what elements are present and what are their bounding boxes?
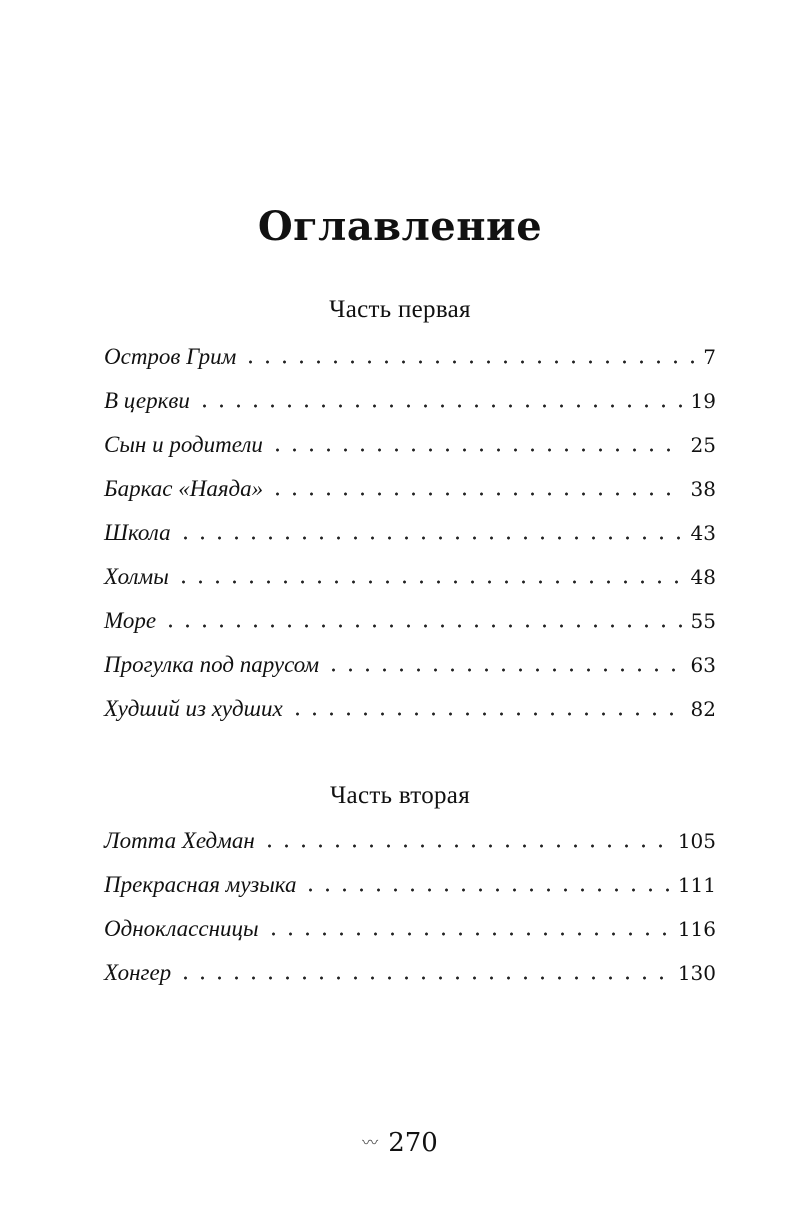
toc-entry bbox=[104, 342, 716, 386]
toc-entry-title: Сын и родители bbox=[104, 432, 263, 457]
toc-entry-page-number: 7 bbox=[703, 345, 716, 369]
dot-leader bbox=[162, 608, 683, 630]
toc-entry-title: В церкви bbox=[104, 388, 190, 413]
toc-entry-page-number: 116 bbox=[677, 917, 716, 941]
toc-entry bbox=[104, 386, 716, 430]
toc-entry-title: Баркас «Наяда» bbox=[104, 476, 264, 501]
toc-entry bbox=[104, 650, 716, 694]
toc-entry-page-number: 43 bbox=[690, 521, 716, 545]
page-number: 270 bbox=[388, 1128, 438, 1158]
dot-leader bbox=[269, 432, 683, 454]
toc-list-part-2 bbox=[104, 826, 716, 1002]
toc-entry bbox=[104, 518, 716, 562]
toc-entry bbox=[104, 606, 716, 650]
dot-leader bbox=[269, 476, 682, 498]
toc-entry-title: Прогулка под парусом bbox=[104, 652, 320, 677]
toc-entry-page-number: 38 bbox=[690, 477, 716, 501]
toc-entry bbox=[104, 826, 716, 870]
part-heading-second: Часть вторая bbox=[330, 782, 470, 809]
dot-leader bbox=[177, 520, 683, 542]
toc-entry-title: Море bbox=[104, 608, 157, 633]
page-title: Оглавление bbox=[257, 202, 543, 250]
dot-leader bbox=[242, 344, 695, 366]
dot-leader bbox=[265, 916, 670, 938]
toc-entry-title: Хонгер bbox=[104, 960, 172, 985]
toc-entry-page-number: 82 bbox=[690, 697, 716, 721]
toc-entry-title: Остров Грим bbox=[104, 344, 237, 369]
toc-entry-title: Прекрасная музыка bbox=[104, 872, 297, 897]
toc-entry bbox=[104, 474, 716, 518]
dot-leader bbox=[261, 828, 670, 850]
toc-entry bbox=[104, 958, 716, 1002]
toc-entry-title: Худший из худших bbox=[104, 696, 283, 721]
toc-entry-page-number: 25 bbox=[690, 433, 716, 457]
dot-leader bbox=[196, 388, 683, 410]
toc-entry-title: Одноклассницы bbox=[104, 916, 259, 941]
dot-leader bbox=[302, 872, 669, 894]
toc-entry-page-number: 105 bbox=[677, 829, 716, 853]
toc-entry-page-number: 111 bbox=[677, 873, 716, 897]
dot-leader bbox=[289, 696, 683, 718]
dot-leader bbox=[175, 564, 683, 586]
toc-entry bbox=[104, 870, 716, 914]
toc-list-part-1 bbox=[104, 342, 716, 738]
toc-entry-title: Школа bbox=[104, 520, 171, 545]
page-number-footer bbox=[0, 1128, 800, 1158]
toc-entry-page-number: 55 bbox=[690, 609, 716, 633]
toc-entry bbox=[104, 694, 716, 738]
toc-entry-title: Лотта Хедман bbox=[104, 828, 255, 853]
toc-entry-page-number: 130 bbox=[677, 961, 716, 985]
toc-entry-page-number: 48 bbox=[690, 565, 716, 589]
part-heading-first: Часть первая bbox=[329, 296, 471, 323]
toc-entry-page-number: 63 bbox=[690, 653, 716, 677]
dot-leader bbox=[177, 960, 670, 982]
toc-entry-title: Холмы bbox=[104, 564, 169, 589]
toc-entry-page-number: 19 bbox=[690, 389, 716, 413]
toc-entry bbox=[104, 914, 716, 958]
swash-ornament-icon: 〰 bbox=[362, 1133, 379, 1152]
dot-leader bbox=[325, 652, 682, 674]
toc-entry bbox=[104, 562, 716, 606]
toc-entry bbox=[104, 430, 716, 474]
